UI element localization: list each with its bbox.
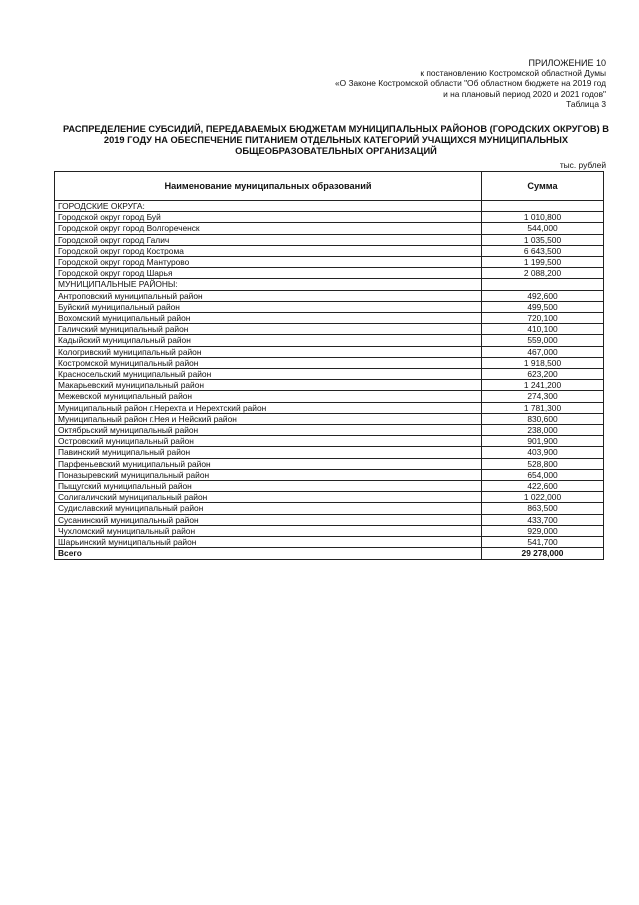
- row-name: Макарьевский муниципальный район: [55, 380, 482, 391]
- table-row: [55, 402, 604, 413]
- row-sum: 1 199,500: [482, 257, 604, 268]
- row-sum: 720,100: [482, 313, 604, 324]
- row-sum: 6 643,500: [482, 245, 604, 256]
- table-row: [55, 380, 604, 391]
- table-number: Таблица 3: [566, 98, 606, 109]
- table-row: [55, 447, 604, 458]
- row-name: ГОРОДСКИЕ ОКРУГА:: [55, 201, 482, 212]
- row-sum: 403,900: [482, 447, 604, 458]
- table-row: [55, 481, 604, 492]
- table-row: [55, 525, 604, 536]
- row-name: Октябрьский муниципальный район: [55, 425, 482, 436]
- table-row: [55, 346, 604, 357]
- table-row: [55, 268, 604, 279]
- row-name: Чухломский муниципальный район: [55, 525, 482, 536]
- row-name: Красносельский муниципальный район: [55, 369, 482, 380]
- row-sum: 410,100: [482, 324, 604, 335]
- row-sum: 467,000: [482, 346, 604, 357]
- row-sum: 863,500: [482, 503, 604, 514]
- row-name: Павинский муниципальный район: [55, 447, 482, 458]
- row-sum: [482, 279, 604, 290]
- table-row: [55, 335, 604, 346]
- appendix-label: ПРИЛОЖЕНИЕ 10: [528, 58, 606, 68]
- row-sum: 274,300: [482, 391, 604, 402]
- row-sum: 559,000: [482, 335, 604, 346]
- table-header-row: [55, 172, 604, 201]
- total-sum: 29 278,000: [482, 548, 604, 559]
- row-name: Городской округ город Галич: [55, 234, 482, 245]
- total-label: Всего: [55, 548, 482, 559]
- row-name: Городской округ город Шарья: [55, 268, 482, 279]
- row-sum: 1 241,200: [482, 380, 604, 391]
- table-row: [55, 514, 604, 525]
- row-sum: 433,700: [482, 514, 604, 525]
- row-sum: 238,000: [482, 425, 604, 436]
- row-sum: 528,800: [482, 458, 604, 469]
- table-row: [55, 223, 604, 234]
- row-sum: 1 022,000: [482, 492, 604, 503]
- row-sum: [482, 201, 604, 212]
- row-sum: 544,000: [482, 223, 604, 234]
- column-header-sum: Сумма: [482, 172, 604, 201]
- row-name: Городской округ город Буй: [55, 212, 482, 223]
- table-row: [55, 245, 604, 256]
- row-name: Костромской муниципальный район: [55, 357, 482, 368]
- row-sum: 929,000: [482, 525, 604, 536]
- table-row: [55, 212, 604, 223]
- row-name: МУНИЦИПАЛЬНЫЕ РАЙОНЫ:: [55, 279, 482, 290]
- row-name: Судиславский муниципальный район: [55, 503, 482, 514]
- row-name: Поназыревский муниципальный район: [55, 469, 482, 480]
- header-line-3: и на плановый период 2020 и 2021 годов": [443, 88, 606, 99]
- table-row: [55, 324, 604, 335]
- document-header: [335, 58, 606, 109]
- document-title: РАСПРЕДЕЛЕНИЕ СУБСИДИЙ, ПЕРЕДАВАЕМЫХ БЮДЖЕТАМ МУНИЦИПАЛЬНЫХ РАЙОНОВ (ГОРОДСКИХ ОКРУГОВ) В 2019 ГОДУ НА ОБЕСПЕЧЕНИЕ ПИТАНИЕМ ОТДЕЛЬНЫХ КАТЕГОРИЙ УЧАЩИХСЯ МУНИЦИПАЛЬНЫХ ОБЩЕОБРАЗОВАТЕЛЬНЫХ ОРГАНИЗАЦИЙ: [62, 124, 610, 157]
- row-name: Галичский муниципальный район: [55, 324, 482, 335]
- total-row: [55, 548, 604, 559]
- row-name: Парфеньевский муниципальный район: [55, 458, 482, 469]
- table-row: [55, 537, 604, 548]
- row-name: Городской округ город Кострома: [55, 245, 482, 256]
- row-name: Муниципальный район г.Нея и Нейский район: [55, 413, 482, 424]
- row-sum: 422,600: [482, 481, 604, 492]
- row-name: Пыщугский муниципальный район: [55, 481, 482, 492]
- row-sum: 1 010,800: [482, 212, 604, 223]
- row-sum: 1 035,500: [482, 234, 604, 245]
- row-name: Шарьинский муниципальный район: [55, 537, 482, 548]
- row-name: Сусанинский муниципальный район: [55, 514, 482, 525]
- row-sum: 654,000: [482, 469, 604, 480]
- table-row: [55, 469, 604, 480]
- row-name: Антроповский муниципальный район: [55, 290, 482, 301]
- table-row: [55, 503, 604, 514]
- units-label: тыс. рублей: [559, 160, 606, 170]
- row-name: Кологривский муниципальный район: [55, 346, 482, 357]
- column-header-name: Наименование муниципальных образований: [55, 172, 482, 201]
- row-name: Островский муниципальный район: [55, 436, 482, 447]
- subsidy-table: [54, 171, 604, 560]
- table-row: [55, 301, 604, 312]
- section-header-row: [55, 201, 604, 212]
- row-sum: 499,500: [482, 301, 604, 312]
- table-row: [55, 425, 604, 436]
- table-row: [55, 290, 604, 301]
- table-row: [55, 413, 604, 424]
- row-name: Городской округ город Волгореченск: [55, 223, 482, 234]
- row-sum: 901,900: [482, 436, 604, 447]
- table-row: [55, 492, 604, 503]
- row-name: Кадыйский муниципальный район: [55, 335, 482, 346]
- table-row: [55, 257, 604, 268]
- row-name: Городской округ город Мантурово: [55, 257, 482, 268]
- row-name: Муниципальный район г.Нерехта и Нерехтский район: [55, 402, 482, 413]
- row-sum: 492,600: [482, 290, 604, 301]
- row-name: Буйский муниципальный район: [55, 301, 482, 312]
- row-sum: 1 918,500: [482, 357, 604, 368]
- section-header-row: [55, 279, 604, 290]
- row-name: Межевской муниципальный район: [55, 391, 482, 402]
- table-row: [55, 369, 604, 380]
- row-sum: 2 088,200: [482, 268, 604, 279]
- row-sum: 830,600: [482, 413, 604, 424]
- header-line-2: «О Законе Костромской области "Об областном бюджете на 2019 год: [334, 78, 606, 89]
- table-row: [55, 458, 604, 469]
- table-row: [55, 436, 604, 447]
- table-body: [55, 201, 604, 548]
- row-sum: 623,200: [482, 369, 604, 380]
- table-row: [55, 313, 604, 324]
- table-row: [55, 357, 604, 368]
- row-name: Вохомский муниципальный район: [55, 313, 482, 324]
- table-row: [55, 391, 604, 402]
- header-line-1: к постановлению Костромской областной Думы: [420, 68, 606, 79]
- row-sum: 1 781,300: [482, 402, 604, 413]
- row-sum: 541,700: [482, 537, 604, 548]
- table-row: [55, 234, 604, 245]
- row-name: Солигаличский муниципальный район: [55, 492, 482, 503]
